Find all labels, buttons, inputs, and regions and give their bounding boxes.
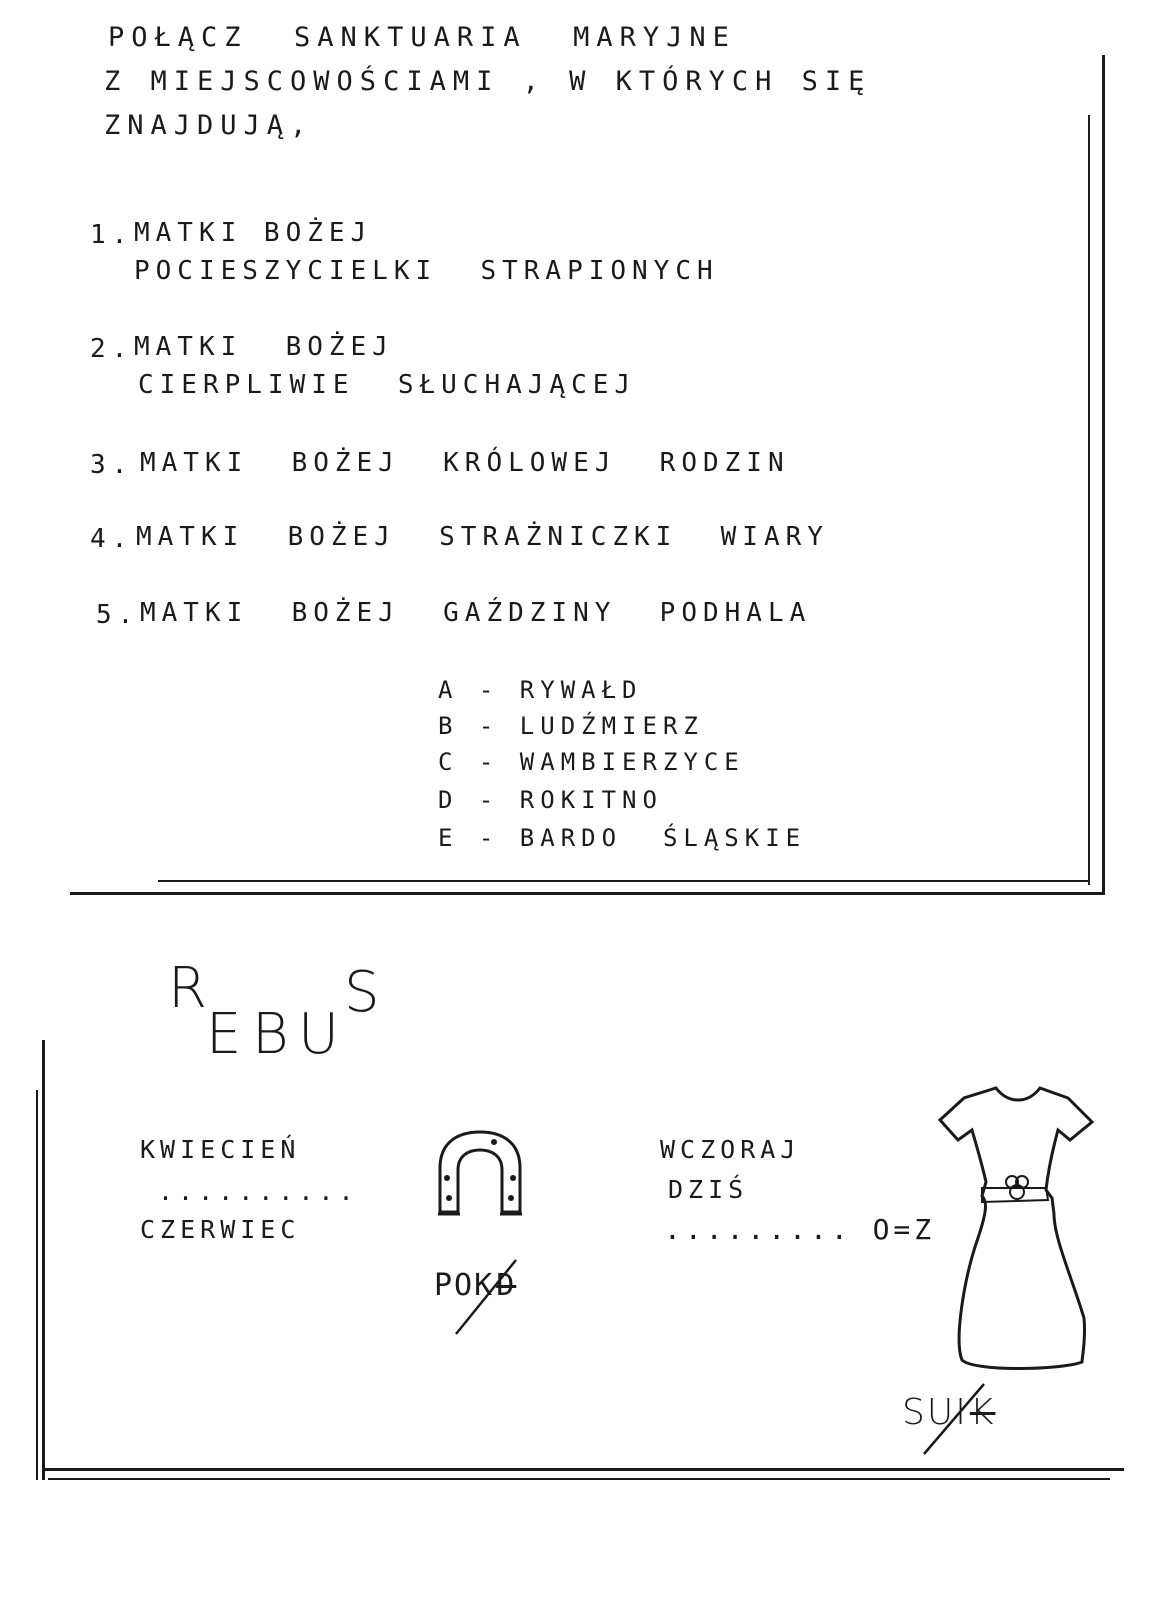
sanctuary-text: MATKI BOŻEJ STRAŻNICZKI WIARY: [136, 522, 829, 552]
task-title-line-3: ZNAJDUJĄ,: [104, 110, 314, 141]
day-clue-line: ......... O=Z: [664, 1213, 936, 1246]
month-clue-dots: ..........: [158, 1177, 359, 1206]
strike-through-mark: [920, 1380, 990, 1460]
rebus-title-letter: R: [168, 956, 207, 1021]
place-item-d: D - ROKITNO: [438, 786, 663, 814]
sanctuary-number: 5.: [96, 600, 140, 630]
sanctuary-text: POCIESZYCIELKI STRAPIONYCH: [134, 256, 719, 286]
rebus-title: [168, 950, 398, 1090]
sanctuary-number: 1.: [90, 220, 134, 250]
task-title-line-2: Z MIEJSCOWOŚCIAMI , W KTÓRYCH SIĘ: [104, 66, 872, 97]
dress-icon: [936, 1078, 1096, 1378]
sanctuary-text: CIERPLIWIE SŁUCHAJĄCEJ: [138, 370, 637, 400]
sanctuary-text: MATKI BOŻEJ KRÓLOWEJ RODZIN: [140, 448, 790, 478]
frame-line-right-outer: [1102, 55, 1105, 895]
day-clue-line: DZIŚ: [668, 1175, 749, 1204]
frame-line-left-outer: [42, 1040, 45, 1480]
sanctuary-number: 4.: [90, 524, 134, 554]
sanctuary-number: 3.: [90, 450, 134, 480]
frame-line-bottom-outer: [70, 892, 1104, 895]
month-clue-line: CZERWIEC: [140, 1215, 301, 1244]
place-item-a: A - RYWAŁD: [438, 676, 643, 704]
frame-line-bottom-outer: [42, 1468, 1124, 1471]
sanctuary-text: MATKI BOŻEJ: [134, 218, 373, 248]
day-clue-line: WCZORAJ: [660, 1135, 801, 1164]
dress-caption-struck: K: [969, 1392, 996, 1433]
frame-line-bottom-inner: [158, 880, 1090, 882]
place-item-e: E - BARDO ŚLĄSKIE: [438, 824, 807, 852]
frame-line-left-inner: [36, 1090, 38, 1480]
sanctuary-number: 2.: [90, 334, 134, 364]
sanctuary-text: MATKI BOŻEJ: [134, 332, 394, 362]
rebus-title-letter: U: [298, 1002, 339, 1067]
horseshoe-icon: [432, 1128, 528, 1224]
month-clue-line: KWIECIEŃ: [140, 1135, 301, 1164]
frame-line-right-inner: [1088, 115, 1090, 885]
rebus-title-letter: E: [206, 1002, 242, 1067]
task-title-line-1: POŁĄCZ SANKTUARIA MARYJNE: [108, 22, 736, 53]
place-item-b: B - LUDŹMIERZ: [438, 712, 704, 740]
horseshoe-caption-struck: D: [496, 1268, 517, 1303]
frame-line-bottom-inner: [48, 1478, 1110, 1480]
strike-through-mark: [452, 1258, 522, 1338]
horseshoe-caption-text: POK: [434, 1268, 495, 1303]
rebus-title-letter: B: [252, 1002, 289, 1067]
rebus-title-letter: S: [344, 960, 380, 1025]
sanctuary-text: MATKI BOŻEJ GAŹDZINY PODHALA: [140, 598, 812, 628]
place-item-c: C - WAMBIERZYCE: [438, 748, 745, 776]
dress-caption-text: SUI: [902, 1392, 968, 1433]
